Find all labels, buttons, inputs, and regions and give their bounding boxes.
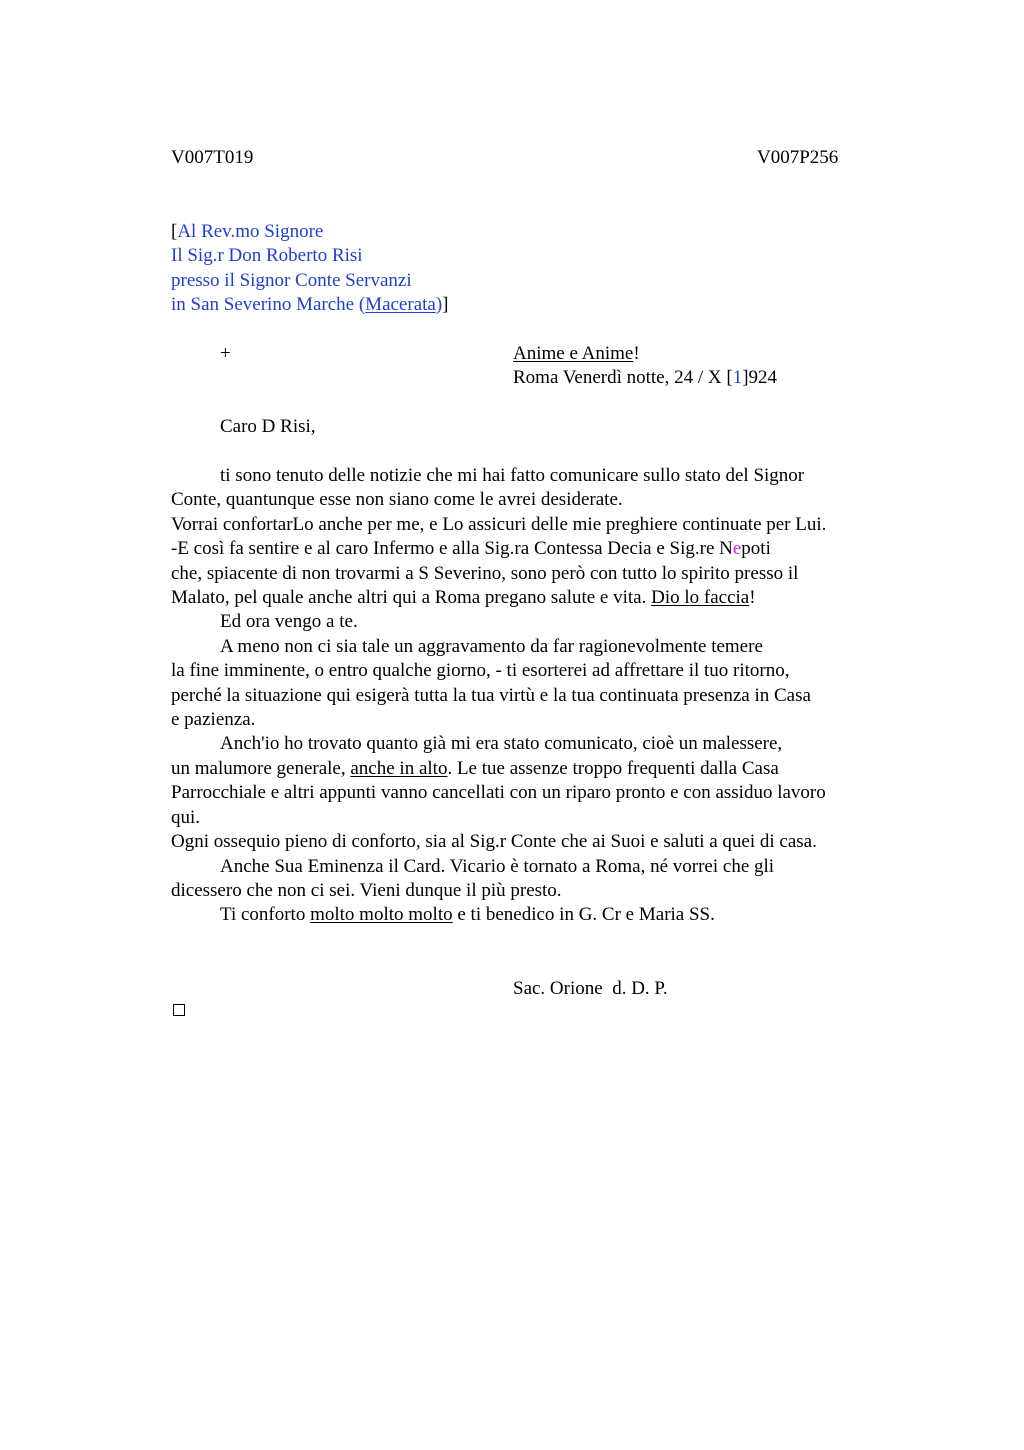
address-line-2: Il Sig.r Don Roberto Risi — [171, 245, 363, 267]
address-line-3: presso il Signor Conte Servanzi — [171, 269, 412, 291]
address-line-1 — [171, 220, 449, 244]
document-id-right: V007P256 — [757, 147, 839, 168]
body-text-span: Malato, pel quale anche altri qui a Roma pregano salute e vita. — [171, 587, 652, 609]
cross-symbol: + — [220, 343, 231, 364]
body-line: Ogni ossequio pieno di conforto, sia al Sig.r Conte che ai Suoi e saluti a quei di casa. — [171, 831, 817, 853]
underlined-phrase: molto molto molto — [310, 904, 453, 926]
underlined-phrase: Dio lo faccia — [651, 587, 750, 609]
address-open-bracket: [ — [171, 221, 178, 242]
editorial-correction: e — [732, 538, 742, 560]
body-text-span: -E così fa sentire e al caro Infermo e alla Sig.ra Contessa Decia e Sig.re N — [171, 538, 733, 560]
address-block — [171, 220, 449, 318]
body-text-span: poti — [741, 538, 771, 560]
body-line: dicessero che non ci sei. Vieni dunque il più presto. — [171, 879, 562, 901]
body-line: ti sono tenuto delle notizie che mi hai fatto comunicare sullo stato del Signor — [220, 465, 805, 486]
body-line: Vorrai confortarLo anche per me, e Lo assicuri delle mie preghiere continuate per Lui. — [171, 513, 827, 535]
underlined-phrase: anche in alto — [350, 757, 448, 779]
date-prefix: Roma Venerdì notte, 24 / X [ — [513, 367, 733, 389]
body-text-span: un malumore generale, — [171, 757, 351, 779]
letter-body — [171, 464, 826, 928]
body-line — [171, 586, 826, 610]
document-id-left: V007T019 — [171, 147, 254, 168]
body-line: Anche Sua Eminenza il Card. Vicario è tornato a Roma, né vorrei che gli — [220, 855, 775, 877]
motto-exclamation: ! — [633, 343, 640, 364]
body-text-span: Ti conforto — [220, 904, 311, 926]
address-town: in San Severino Marche ( — [171, 294, 366, 316]
address-close-bracket: ] — [442, 294, 449, 316]
body-line: Conte, quantunque esse non siano come le avrei desiderate. — [171, 489, 623, 511]
body-line: perché la situazione qui esigerà tutta la tua virtù e la tua continuata presenza in Casa — [171, 684, 811, 706]
body-text-span: . Le tue assenze troppo frequenti dalla Casa — [447, 757, 779, 779]
address-recipient-title: Al Rev.mo Signore — [177, 221, 324, 242]
body-text-span: e ti benedico in G. Cr e Maria SS. — [452, 904, 715, 926]
body-line — [171, 757, 826, 781]
address-city: Macerata — [365, 294, 436, 316]
date-suffix: ]924 — [742, 367, 778, 389]
body-line: e pazienza. — [171, 709, 256, 731]
body-line: qui. — [171, 806, 201, 828]
body-line: Parrocchiale e altri appunti vanno cancellati con un riparo pronto e con assiduo lavoro — [171, 782, 826, 804]
body-line: Anch'io ho trovato quanto già mi era stato comunicato, cioè un malessere, — [220, 733, 783, 755]
body-line: che, spiacente di non trovarmi a S Severino, sono però con tutto lo spirito presso il — [171, 562, 799, 584]
end-marker-box-icon — [173, 1004, 185, 1016]
greeting: Caro D Risi, — [220, 416, 316, 437]
body-text-span: ! — [749, 587, 756, 609]
motto-and-date — [513, 342, 777, 391]
motto-text: Anime e Anime — [513, 343, 634, 364]
signature: Sac. Orione d. D. P. — [513, 978, 668, 999]
address-line-4 — [171, 293, 449, 317]
body-line: la fine imminente, o entro qualche giorno, - ti esorterei ad affrettare il tuo ritorno, — [171, 660, 790, 682]
body-line — [171, 537, 826, 561]
body-line: Ed ora vengo a te. — [220, 611, 358, 633]
address-paren-close: ) — [435, 294, 443, 316]
body-line — [171, 903, 826, 927]
motto — [513, 342, 777, 366]
date-editorial-digit: 1 — [732, 367, 743, 389]
letter-date — [513, 366, 777, 390]
body-line: A meno non ci sia tale un aggravamento da far ragionevolmente temere — [220, 635, 763, 657]
